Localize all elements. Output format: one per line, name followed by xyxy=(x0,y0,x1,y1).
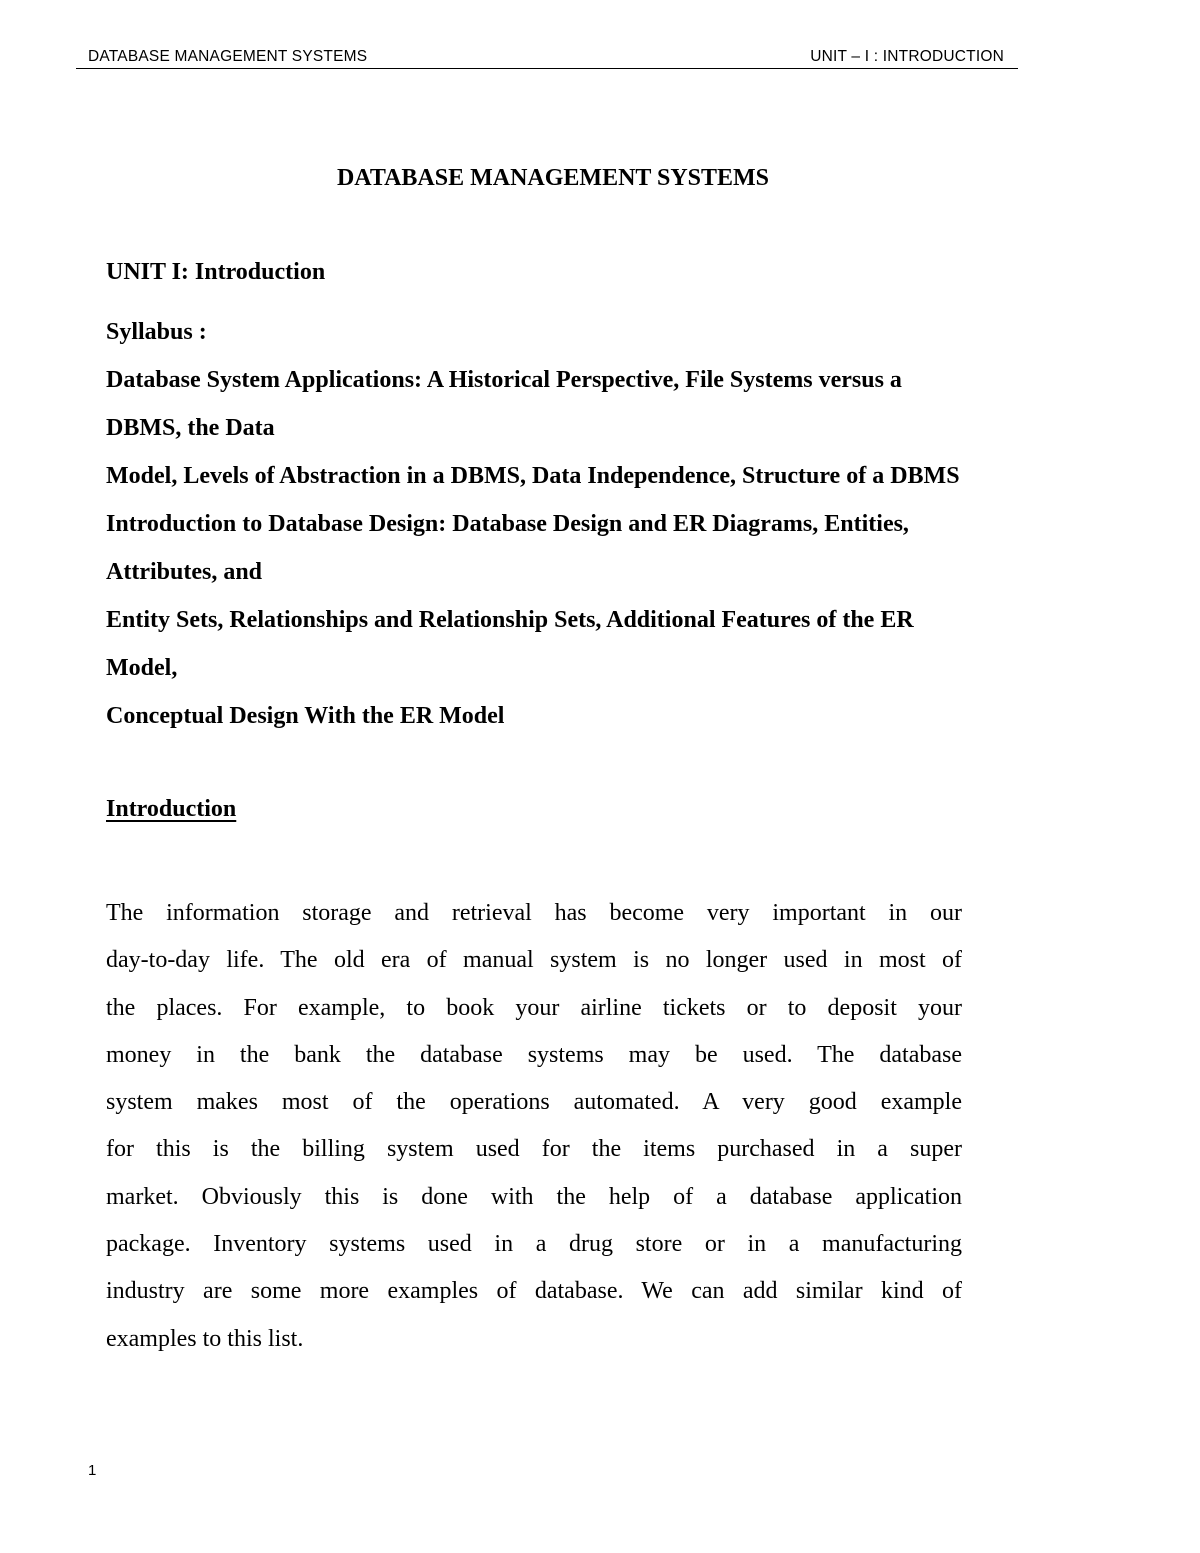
paragraph-line: day-to-day life. The old era of manual system is no longer used in most of xyxy=(106,947,962,974)
header-course-title: DATABASE MANAGEMENT SYSTEMS xyxy=(88,48,368,65)
section-heading-introduction: Introduction xyxy=(106,796,237,822)
syllabus-block xyxy=(106,308,1106,740)
header-unit-title: UNIT – I : INTRODUCTION xyxy=(810,48,1004,65)
introduction-paragraph xyxy=(106,890,962,1363)
unit-title: UNIT I: Introduction xyxy=(106,259,326,285)
syllabus-line: Attributes, and xyxy=(106,559,263,585)
document-title: DATABASE MANAGEMENT SYSTEMS xyxy=(336,165,770,191)
paragraph-line: system makes most of the operations automated. A very good example xyxy=(106,1089,962,1116)
syllabus-label: Syllabus : xyxy=(106,319,207,345)
paragraph-line: for this is the billing system used for the items purchased in a super xyxy=(106,1136,962,1163)
paragraph-line: the places. For example, to book your airline tickets or to deposit your xyxy=(106,994,962,1021)
syllabus-line: Model, xyxy=(106,655,178,681)
syllabus-line: DBMS, the Data xyxy=(106,415,275,441)
page-number: 1 xyxy=(88,1462,97,1479)
paragraph-line: examples to this list. xyxy=(106,1325,304,1352)
syllabus-line: Database System Applications: A Historical Perspective, File Systems versus a xyxy=(106,367,902,393)
paragraph-line: package. Inventory systems used in a drug store or in a manufacturing xyxy=(106,1231,962,1258)
syllabus-line: Introduction to Database Design: Database Design and ER Diagrams, Entities, xyxy=(106,511,909,537)
paragraph-line: money in the bank the database systems may be used. The database xyxy=(106,1041,962,1068)
syllabus-line: Conceptual Design With the ER Model xyxy=(106,703,505,729)
syllabus-line: Model, Levels of Abstraction in a DBMS, Data Independence, Structure of a DBMS xyxy=(106,463,960,489)
paragraph-line: industry are some more examples of database. We can add similar kind of xyxy=(106,1278,962,1305)
syllabus-line: Entity Sets, Relationships and Relationship Sets, Additional Features of the ER xyxy=(106,607,914,633)
paragraph-line: The information storage and retrieval has become very important in our xyxy=(106,900,962,926)
paragraph-line: market. Obviously this is done with the help of a database application xyxy=(106,1183,962,1210)
running-header xyxy=(76,44,1018,69)
